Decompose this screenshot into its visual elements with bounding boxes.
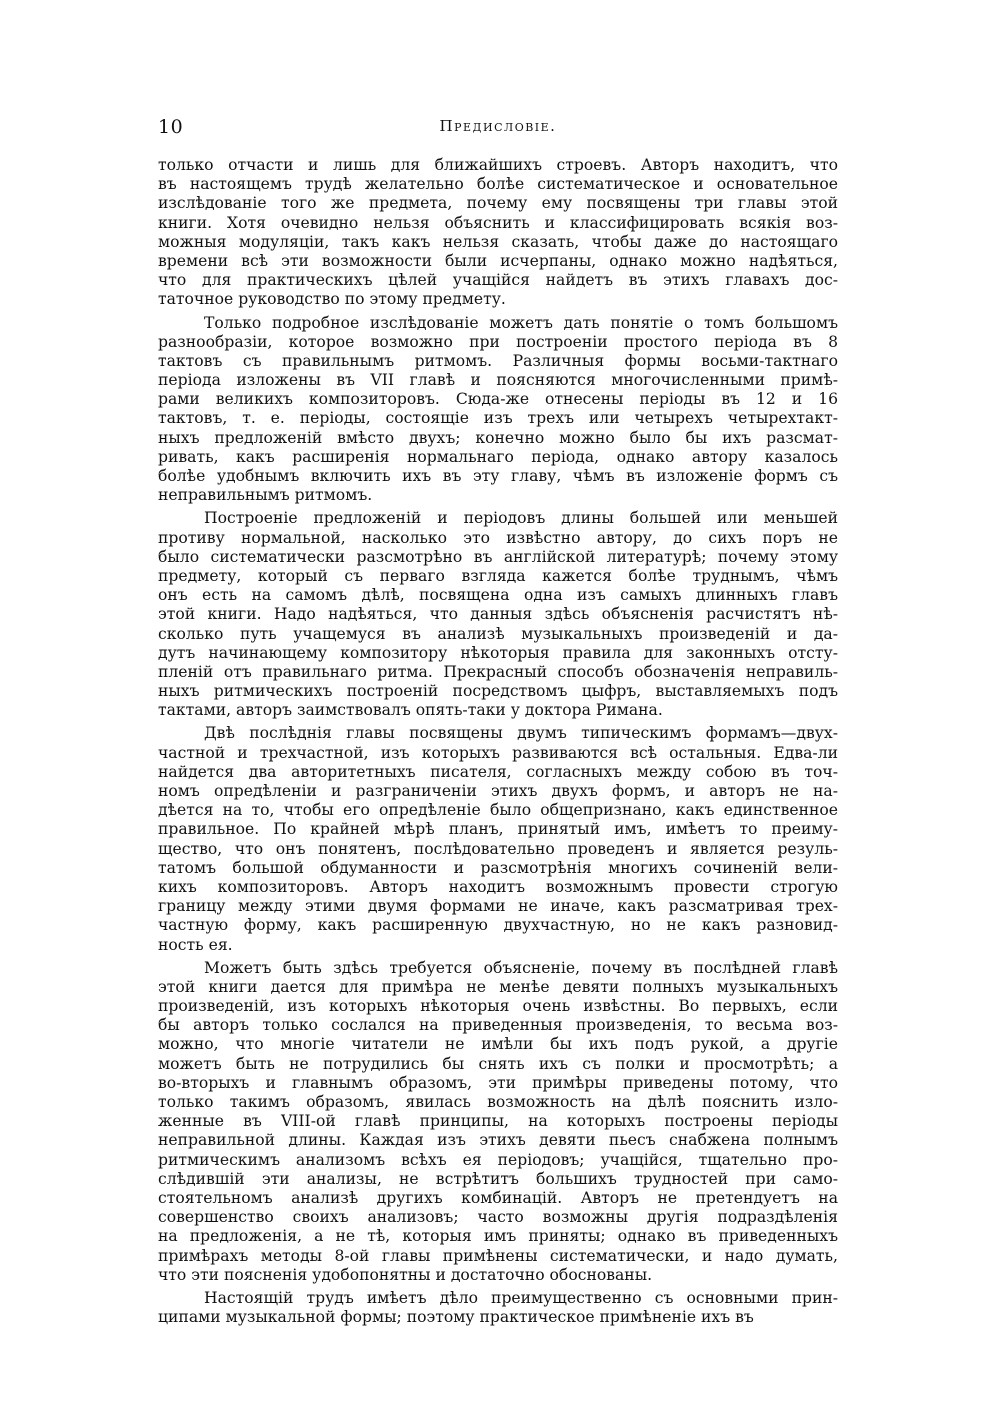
text-line: рами великихъ композиторовъ. Сюда-же отнесены періоды въ 12 и 16 bbox=[158, 390, 838, 409]
text-line: частной и трехчастной, изъ которыхъ развиваются всѣ остальныя. Едва-ли bbox=[158, 743, 838, 762]
text-line: пленій отъ правильнаго ритма. Прекрасный способъ обозначенія неправиль- bbox=[158, 662, 838, 681]
text-line: Можетъ быть здѣсь требуется объясненіе, почему въ послѣдней главѣ bbox=[204, 958, 838, 977]
text-line: противу нормальной, насколько это извѣстно автору, до сихъ поръ не bbox=[158, 528, 838, 547]
text-line: стоятельномъ анализѣ другихъ комбинацій. Авторъ не претендуетъ на bbox=[158, 1188, 838, 1207]
text-line: границу между этими двумя формами не иначе, какъ разсматривая трех- bbox=[158, 897, 838, 916]
text-line: таточное руководство по этому предмету. bbox=[158, 290, 506, 309]
text-line: дѣется на то, чтобы его опредѣленіе было общепризнано, какъ единственное bbox=[158, 801, 838, 820]
paragraph bbox=[158, 724, 838, 954]
running-title: Предисловіе. bbox=[439, 117, 557, 135]
text-line: только отчасти и лишь для ближайшихъ строевъ. Авторъ находитъ, что bbox=[158, 156, 838, 174]
text-line: изслѣдованіе того же предмета, почему ему посвящены три главы этой bbox=[158, 194, 838, 213]
text-line: на предложенія, а не тѣ, которыя имъ приняты; однако въ приведенныхъ bbox=[158, 1227, 838, 1246]
text-line: слѣдившій эти анализы, не встрѣтитъ большихъ трудностей при само- bbox=[158, 1169, 838, 1188]
text-line: ципами музыкальной формы; поэтому практическое примѣненіе ихъ въ bbox=[158, 1308, 754, 1327]
text-line: болѣе удобнымъ включить ихъ въ эту главу, чѣмъ въ изложеніе формъ съ bbox=[158, 467, 838, 485]
page-number: 10 bbox=[158, 116, 184, 138]
paragraph bbox=[158, 156, 838, 310]
text-line: что для практическихъ цѣлей учащійся найдетъ въ этихъ главахъ дос- bbox=[158, 271, 838, 290]
text-line: ривать, какъ расширенія нормальнаго періода, однако автору казалось bbox=[158, 447, 838, 466]
text-line: ность ея. bbox=[158, 935, 233, 954]
text-line: въ настоящемъ трудѣ желательно болѣе систематическое и основательное bbox=[158, 175, 838, 194]
text-line: тактами, авторъ заимствовалъ опять-таки у доктора Римана. bbox=[158, 701, 663, 720]
text-line: разнообразіи, которое возможно при построеніи простого періода въ 8 bbox=[158, 332, 838, 351]
text-line: произведеній, изъ которыхъ нѣкоторыя очень извѣстны. Во первыхъ, если bbox=[158, 997, 838, 1016]
text-line: Только подробное изслѣдованіе можетъ дать понятіе о томъ большомъ bbox=[204, 313, 838, 332]
text-line: этой книги дается для примѣра не менѣе девяти полныхъ музыкальныхъ bbox=[158, 977, 838, 996]
paragraph bbox=[158, 1289, 838, 1327]
text-line: кихъ композиторовъ. Авторъ находитъ возможнымъ провести строгую bbox=[158, 877, 838, 896]
text-line: дутъ начинающему композитору нѣкоторыя правила для законныхъ отсту- bbox=[158, 643, 838, 662]
text-line: во-вторыхъ и главнымъ образомъ, эти примѣры приведены потому, что bbox=[158, 1073, 838, 1092]
text-line: частную форму, какъ расширенную двухчастную, но не какъ разновид- bbox=[158, 916, 838, 935]
paragraph bbox=[158, 959, 838, 1285]
text-line: сколько путь учащемуся въ анализѣ музыкальныхъ произведеній и да- bbox=[158, 624, 838, 643]
text-line: совершенство своихъ анализовъ; часто возможны другія подраздѣленія bbox=[158, 1208, 838, 1227]
text-line: только такимъ образомъ, явилась возможность на дѣлѣ пояснить изло- bbox=[158, 1093, 838, 1111]
text-line: найдется два авторитетныхъ писателя, согласныхъ между собою въ точ- bbox=[158, 762, 838, 781]
text-line: ныхъ ритмическихъ построеній посредствомъ цыфръ, выставляемыхъ подъ bbox=[158, 682, 838, 701]
text-line: тактовъ съ правильнымъ ритмомъ. Различныя формы восьми-тактнаго bbox=[158, 351, 838, 370]
paragraph bbox=[158, 509, 838, 720]
text-line: времени всѣ эти возможности были исчерпаны, однако можно надѣяться, bbox=[158, 251, 838, 270]
text-line: этой книги. Надо надѣяться, что данныя здѣсь объясненія расчистятъ нѣ- bbox=[158, 605, 838, 624]
text-line: неправильнымъ ритмомъ. bbox=[158, 486, 373, 505]
text-line: ритмическимъ анализомъ всѣхъ ея періодовъ; учащійся, тщательно про- bbox=[158, 1150, 838, 1169]
text-line: женные въ VIII-ой главѣ принципы, на которыхъ построены періоды bbox=[158, 1112, 838, 1131]
text-line: книги. Хотя очевидно нельзя объяснить и классифицировать всякія воз- bbox=[158, 213, 838, 232]
text-line: правильное. По крайней мѣрѣ планъ, принятый имъ, имѣетъ то преиму- bbox=[158, 820, 838, 839]
text-line: предмету, который съ перваго взгляда кажется болѣе труднымъ, чѣмъ bbox=[158, 566, 838, 585]
text-line: можно, что многіе читатели не имѣли бы ихъ подъ рукой, а другіе bbox=[158, 1035, 838, 1054]
text-line: Двѣ послѣднія главы посвящены двумъ типическимъ формамъ—двух- bbox=[204, 724, 838, 743]
text-line: періода изложены въ VII главѣ и поясняются многочисленными примѣ- bbox=[158, 371, 838, 390]
text-line: Построеніе предложеній и періодовъ длины большей или меньшей bbox=[204, 509, 838, 528]
text-line: татомъ большой обдуманности и разсмотрѣнія многихъ сочиненій вели- bbox=[158, 858, 838, 877]
text-line: можетъ быть не потрудились бы снять ихъ съ полки и просмотрѣть; а bbox=[158, 1054, 838, 1073]
paragraph bbox=[158, 314, 838, 506]
text-line: онъ есть на самомъ дѣлѣ, посвящена одна изъ самыхъ длинныхъ главъ bbox=[158, 586, 838, 605]
text-line: ныхъ предложеній вмѣсто двухъ; конечно можно было бы ихъ разсмат- bbox=[158, 428, 838, 447]
text-line: тактовъ, т. е. періоды, состоящіе изъ трехъ или четырехъ четырехтакт- bbox=[158, 409, 838, 428]
text-line: неправильной длины. Каждая изъ этихъ девяти пьесъ снабжена полнымъ bbox=[158, 1131, 838, 1150]
text-line: Настоящій трудъ имѣетъ дѣло преимущественно съ основными прин- bbox=[204, 1288, 838, 1307]
text-line: номъ опредѣленіи и разграниченіи этихъ двухъ формъ, и авторъ не на- bbox=[158, 782, 838, 800]
text-line: бы авторъ только сослался на приведенныя произведенія, то весьма воз- bbox=[158, 1016, 838, 1035]
page-header bbox=[158, 116, 838, 140]
body-text bbox=[158, 156, 838, 1327]
text-line: было систематически разсмотрѣно въ англійской литературѣ; почему этому bbox=[158, 547, 838, 566]
text-line: щество, что онъ понятенъ, послѣдовательно проведенъ и является резуль- bbox=[158, 839, 838, 858]
text-line: примѣрахъ методы 8-ой главы примѣнены систематически, и надо думать, bbox=[158, 1246, 838, 1265]
text-line: что эти поясненія удобопонятны и достаточно обоснованы. bbox=[158, 1265, 653, 1284]
text-line: можныя модуляціи, такъ какъ нельзя сказать, чтобы даже до настоящаго bbox=[158, 232, 838, 251]
